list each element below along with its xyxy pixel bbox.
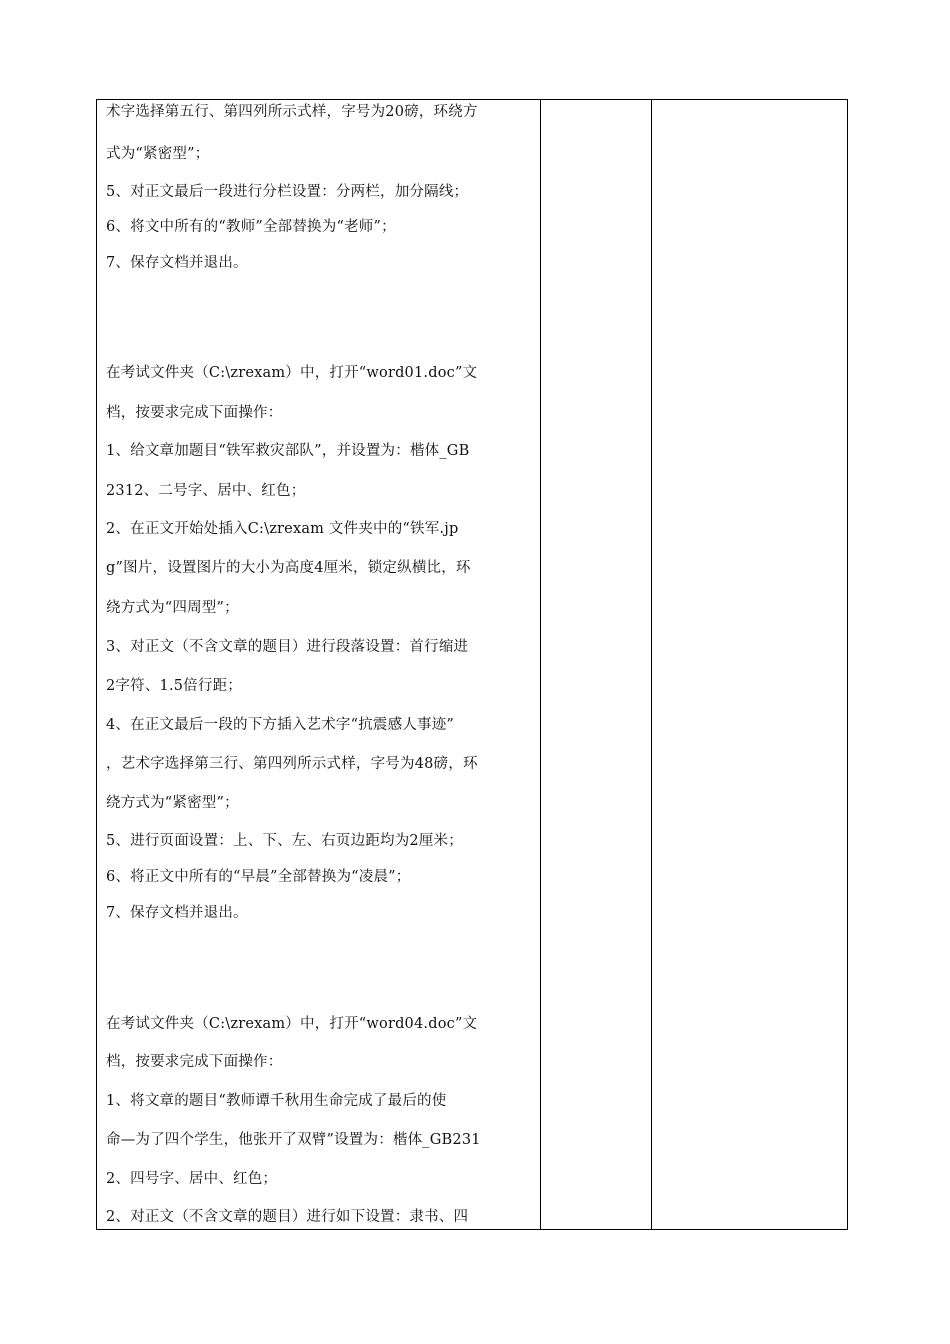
instruction-line: 1、将文章的题目“教师谭千秋用生命完成了最后的使 — [106, 1093, 447, 1109]
instruction-line: 在考试文件夹（C:\zrexam）中，打开“word04.doc”文 — [106, 1016, 478, 1032]
empty-cell-middle — [541, 100, 652, 1230]
instruction-line: 3、对正文（不含文章的题目）进行段落设置：首行缩进 — [106, 639, 469, 655]
instruction-line: 档，按要求完成下面操作： — [106, 1054, 283, 1070]
instruction-line: 7、保存文档并退出。 — [106, 255, 248, 271]
instruction-line: 2、对正文（不含文章的题目）进行如下设置：隶书、四 — [106, 1209, 469, 1225]
instruction-line: 绕方式为“四周型”； — [106, 600, 239, 616]
empty-cell-right — [652, 100, 848, 1230]
instruction-line: 2字符、1.5倍行距； — [106, 678, 242, 694]
document-table — [96, 99, 848, 1230]
instruction-line: ，艺术字选择第三行、第四列所示式样，字号为48磅，环 — [106, 756, 478, 772]
instruction-line: 式为“紧密型”； — [106, 146, 210, 162]
instruction-line: 2、在正文开始处插入C:\zrexam 文件夹中的“铁军.jp — [106, 521, 459, 537]
instruction-line: 4、在正文最后一段的下方插入艺术字“抗震感人事迹” — [106, 717, 455, 733]
instruction-line: 6、将正文中所有的“早晨”全部替换为“凌晨”； — [106, 869, 411, 885]
instruction-line: 2312、二号字、居中、红色； — [106, 483, 306, 499]
instruction-line: 绕方式为“紧密型”； — [106, 795, 239, 811]
instruction-line: 命—为了四个学生，他张开了双臂”设置为：楷体_GB231 — [106, 1132, 481, 1148]
instruction-line: 1、给文章加题目“铁军救灾部队”，并设置为：楷体_GB — [106, 443, 470, 459]
instruction-line: 5、进行页面设置：上、下、左、右页边距均为2厘米； — [106, 833, 463, 849]
instruction-line: 2、四号字、居中、红色； — [106, 1171, 278, 1187]
instructions-cell — [97, 100, 541, 1230]
instruction-line: g”图片，设置图片的大小为高度4厘米，锁定纵横比，环 — [106, 560, 471, 576]
instruction-line: 7、保存文档并退出。 — [106, 905, 248, 921]
table-row — [97, 100, 848, 1230]
instruction-line: 6、将文中所有的“教师”全部替换为“老师”； — [106, 219, 396, 235]
instruction-line: 档，按要求完成下面操作： — [106, 405, 283, 421]
instruction-line: 5、对正文最后一段进行分栏设置：分两栏，加分隔线； — [106, 184, 469, 200]
instruction-line: 术字选择第五行、第四列所示式样，字号为20磅，环绕方 — [106, 104, 478, 120]
instruction-line: 在考试文件夹（C:\zrexam）中，打开“word01.doc”文 — [106, 365, 478, 381]
